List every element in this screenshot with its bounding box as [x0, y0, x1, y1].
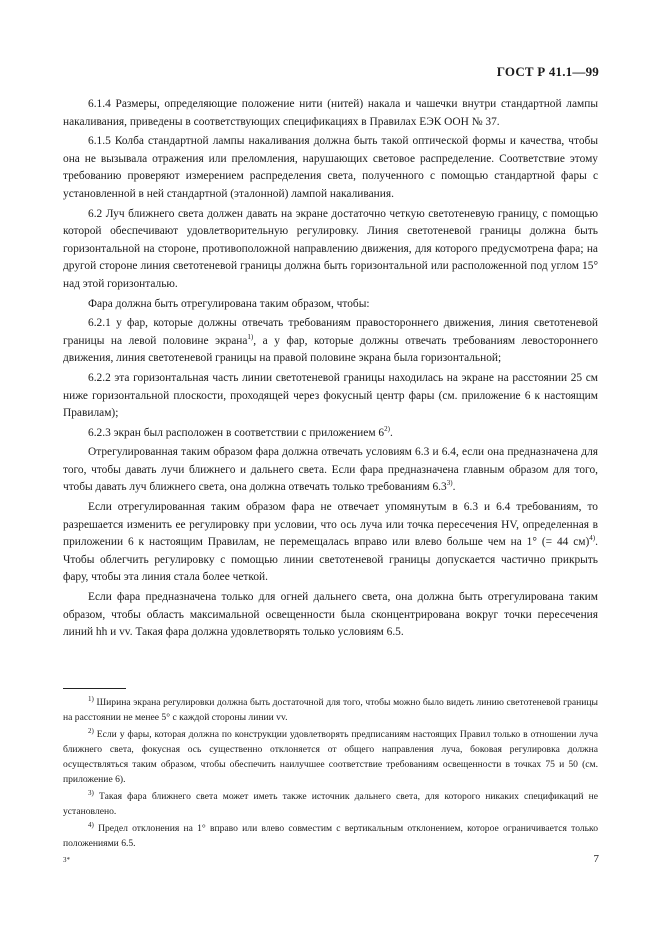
- footnote: $^{2)}$ Если у фары, которая должна по конструкции удовлетворять предписаниям настоящих Правил только в отношении луча ближнего света, фокусная ось существенно отклоняется от общего направления луча, боковая регулировка должна осуществляться таким образом, чтобы обеспечить наилучшее соответствие требованиям освещенности в точках 75 и 50 (см. приложение 6).: [63, 726, 598, 785]
- footnote-ref[interactable]: 4): [589, 534, 596, 543]
- paragraph: 6.2 Луч ближнего света должен давать на экране достаточно четкую светотеневую границу, с помощью которой обеспечивают удовлетворительную регулировку. Линия светотеневой границы должна быть горизонтальной на стороне, противоположной направлению движения, для которого предусмотрена фара; на другой стороне линия светотеневой границы должна быть горизонтальной или расположенной под углом 15° над этой горизонталью.: [63, 207, 598, 290]
- footnote-mark: 3): [88, 788, 94, 797]
- paragraph: 6.2.3 экран был расположен в соответствии с приложением 6$^{2)}$.: [88, 424, 393, 439]
- footnote: $^{3)}$ Такая фара ближнего света может иметь также источник дальнего света, для которого никаких спецификаций не установлено.: [63, 788, 598, 817]
- footnote: $^{1)}$ Ширина экрана регулировки должна быть достаточной для того, чтобы можно было видеть линию светотеневой границы на расстоянии не менее 5° с каждой стороны линии vv.: [63, 694, 598, 723]
- paragraph: Если фара предназначена только для огней дальнего света, она должна быть отрегулирована таким образом, чтобы область максимальной освещенности была сконцентрирована вокруг точки пересечения линий hh и vv. Такая фара должна удовлетворять только условиям 6.5.: [63, 591, 598, 639]
- paragraph: 6.2.1 у фар, которые должны отвечать требованиям правостороннего движения, линия светотеневой границы на левой половине экрана$^{1)}$, а у фар, которые должны отвечать требованиям левостороннего движения, линия светотеневой границы на правой половине экрана была горизонтальной;: [63, 317, 598, 365]
- footnote: $^{4)}$ Предел отклонения на 1° вправо или влево совместим с вертикальным отклонением, которое ограничивается только положениями 6.5.: [63, 820, 598, 849]
- document-code: ГОСТ Р 41.1—99: [496, 64, 599, 79]
- footnote-mark: 4): [88, 820, 94, 829]
- footnote-ref[interactable]: 2): [384, 424, 390, 433]
- page-number: 7: [593, 853, 599, 865]
- paragraph: Если отрегулированная таким образом фара не отвечает упомянутым в 6.3 и 6.4 требованиям, то разрешается изменить ее регулировку при условии, что ось луча или точка пересечения HV, определенная в приложении 6 к настоящим Правилам, не перемещалась вправо или влево больше чем на 1° (= 44 см)$^{4)}$. Чтобы облегчить регулировку с помощью линии светотеневой границы допускается частично прикрыть фару, чтобы эта линия стала более четкой.: [63, 501, 598, 584]
- footnote-ref[interactable]: 3): [446, 479, 453, 488]
- footnotes: [63, 695, 598, 853]
- footnote-mark: 2): [88, 726, 94, 735]
- paragraph: Отрегулированная таким образом фара должна отвечать условиям 6.3 и 6.4, если она предназначена для того, чтобы давать лучи ближнего и дальнего света. Если фара предназначена главным образом для того, чтобы давать луч ближнего света, она должна отвечать только требованиям 6.3$^{3)}$.: [63, 446, 598, 494]
- paragraph: 6.2.2 эта горизонтальная часть линии светотеневой границы находилась на экране на расстоянии 25 см ниже горизонтальной плоскости, проходящей через фокусный центр фары (см. приложение 6 к настоящим Правилам);: [63, 371, 598, 420]
- paragraph: 6.1.5 Колба стандартной лампы накаливания должна быть такой оптической формы и качества, чтобы она не вызывала отражения или преломления, нарушающих световое распределение. Соответствие этому требованию проверяют измерением распределения света, полученного с помощью стандартной фары с установленной в ней стандартной (эталонной) лампой накаливания.: [63, 135, 598, 200]
- paragraph: Фара должна быть отрегулирована таким образом, чтобы:: [88, 297, 370, 310]
- main-text: [63, 96, 598, 644]
- sheet-signature: 3*: [63, 856, 70, 864]
- footnote-ref[interactable]: 1): [247, 332, 254, 341]
- footnote-mark: 1): [88, 694, 94, 703]
- paragraph: 6.1.4 Размеры, определяющие положение нити (нитей) накала и чашечки внутри стандартной лампы накаливания, приведены в соответствующих спецификациях в Правилах ЕЭК ООН № 37.: [63, 98, 598, 128]
- footnote-divider: [63, 688, 126, 689]
